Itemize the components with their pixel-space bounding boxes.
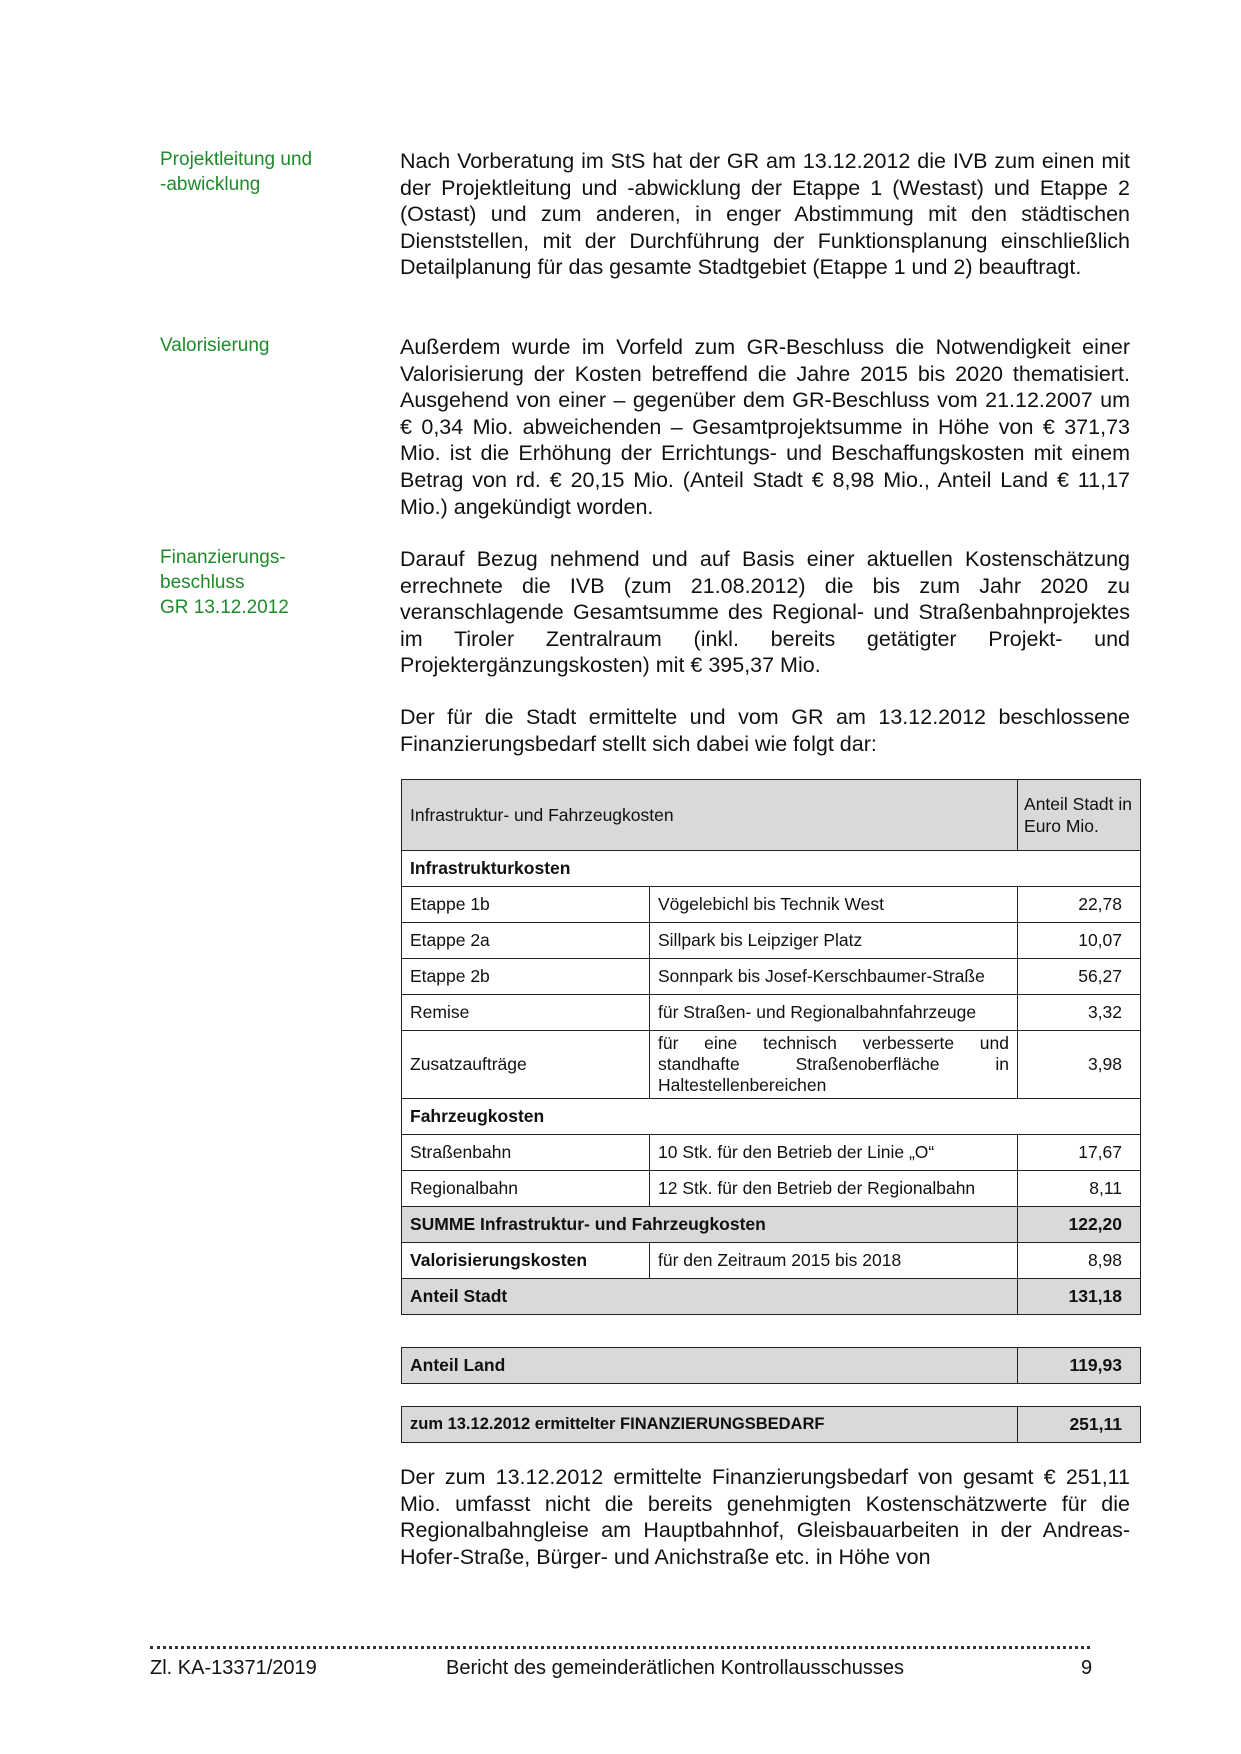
table-header-value-col: Anteil Stadt in Euro Mio.	[1018, 780, 1141, 851]
paragraph-table-intro	[400, 704, 1130, 757]
sum-label: SUMME Infrastruktur- und Fahrzeugkosten	[402, 1207, 1018, 1243]
margin-note-finanzierung	[160, 545, 350, 620]
sum-value: 122,20	[1018, 1207, 1141, 1243]
anteil-stadt-value: 131,18	[1018, 1279, 1141, 1315]
margin-note-line: GR 13.12.2012	[160, 597, 289, 618]
row-value: 3,32	[1018, 995, 1141, 1031]
section-row-vehicle	[402, 1099, 1141, 1135]
paragraph-valorisierung	[400, 334, 1130, 520]
table-row	[402, 1135, 1141, 1171]
margin-note-line: Projektleitung und	[160, 149, 313, 170]
footer-title: Bericht des gemeinderätlichen Kontrollausschusses	[446, 1657, 905, 1679]
paragraph-text: Der zum 13.12.2012 ermittelte Finanzierungsbedarf von gesamt € 251,11 Mio. umfasst nicht die bereits genehmigten Kostenschätzwerte für die Regionalbahngleise am Hauptbahnhof, Gleisbauarbeiten in der Andreas-Hofer-Straße, Bürger- und Anichstraße etc. in Höhe von	[400, 1465, 1130, 1569]
anteil-land-table	[401, 1347, 1140, 1384]
table-row	[402, 995, 1141, 1031]
footer-divider	[150, 1646, 1090, 1649]
anteil-land-label: Anteil Land	[402, 1348, 1018, 1384]
paragraph-finanzierung	[400, 546, 1130, 679]
row-desc: Sillpark bis Leipziger Platz	[650, 923, 1018, 959]
valorisierung-row	[402, 1243, 1141, 1279]
section-label: Infrastrukturkosten	[402, 851, 1141, 887]
row-desc: 12 Stk. für den Betrieb der Regionalbahn	[650, 1171, 1018, 1207]
table-row	[402, 1031, 1141, 1099]
table-header-label: Infrastruktur- und Fahrzeugkosten	[402, 780, 1018, 851]
row-name: Etappe 2a	[402, 923, 650, 959]
row-desc: für den Zeitraum 2015 bis 2018	[650, 1243, 1018, 1279]
section-row-infra	[402, 851, 1141, 887]
section-label: Fahrzeugkosten	[402, 1099, 1141, 1135]
row-desc: Sonnpark bis Josef-Kerschbaumer-Straße	[650, 959, 1018, 995]
row-value: 8,98	[1018, 1243, 1141, 1279]
row-name: Regionalbahn	[402, 1171, 650, 1207]
row-desc: 10 Stk. für den Betrieb der Linie „O“	[650, 1135, 1018, 1171]
row-value: 3,98	[1018, 1031, 1141, 1099]
financing-table	[401, 779, 1140, 1315]
anteil-land-value: 119,93	[1018, 1348, 1141, 1384]
row-desc: für Straßen- und Regionalbahnfahrzeuge	[650, 995, 1018, 1031]
anteil-stadt-row	[402, 1279, 1141, 1315]
margin-note-valorisierung	[160, 333, 350, 358]
page-number: 9	[1081, 1657, 1093, 1679]
anteil-land-row	[402, 1348, 1141, 1384]
table-row	[402, 959, 1141, 995]
row-name: Zusatzaufträge	[402, 1031, 650, 1099]
bedarf-label: zum 13.12.2012 ermittelter FINANZIERUNGSBEDARF	[402, 1407, 1018, 1443]
bedarf-value: 251,11	[1018, 1407, 1141, 1443]
table-row	[402, 887, 1141, 923]
row-name: Remise	[402, 995, 650, 1031]
row-value: 17,67	[1018, 1135, 1141, 1171]
margin-note-line: Valorisierung	[160, 335, 270, 356]
row-name: Etappe 1b	[402, 887, 650, 923]
margin-note-line: beschluss	[160, 572, 245, 593]
row-value: 22,78	[1018, 887, 1141, 923]
bedarf-table	[401, 1406, 1140, 1443]
row-value: 10,07	[1018, 923, 1141, 959]
paragraph-projektleitung	[400, 148, 1130, 281]
footer-reference: Zl. KA-13371/2019	[150, 1657, 317, 1679]
anteil-stadt-label: Anteil Stadt	[402, 1279, 1018, 1315]
paragraph-text: Der für die Stadt ermittelte und vom GR am 13.12.2012 beschlossene Finanzierungsbedarf stellt sich dabei wie folgt dar:	[400, 705, 1130, 756]
table-row	[402, 1171, 1141, 1207]
row-name: Straßenbahn	[402, 1135, 650, 1171]
row-value: 8,11	[1018, 1171, 1141, 1207]
row-name: Etappe 2b	[402, 959, 650, 995]
table-header-row	[402, 780, 1141, 851]
margin-note-line: Finanzierungs-	[160, 547, 286, 568]
margin-note-projektleitung	[160, 147, 350, 197]
row-name: Valorisierungskosten	[402, 1243, 650, 1279]
sum-row	[402, 1207, 1141, 1243]
table-row	[402, 923, 1141, 959]
bedarf-row	[402, 1407, 1141, 1443]
row-value: 56,27	[1018, 959, 1141, 995]
margin-note-line: -abwicklung	[160, 174, 261, 195]
row-desc: für eine technisch verbesserte und standhafte Straßenoberfläche in Haltestellenbereichen	[650, 1031, 1018, 1099]
row-desc: Vögelebichl bis Technik West	[650, 887, 1018, 923]
paragraph-text: Darauf Bezug nehmend und auf Basis einer aktuellen Kostenschätzung errechnete die IVB (zum 21.08.2012) die bis zum Jahr 2020 zu veranschlagende Gesamtsumme des Regional- und Straßenbahnprojektes im Tiroler Zentralraum (inkl. bereits getätigter Projekt- und Projektergänzungskosten) mit € 395,37 Mio.	[400, 547, 1130, 678]
paragraph-text: Nach Vorberatung im StS hat der GR am 13.12.2012 die IVB zum einen mit der Projektleitung und -abwicklung der Etappe 1 (Westast) und Etappe 2 (Ostast) und zum anderen, in enger Abstimmung mit den städtischen Dienststellen, mit der Durchführung der Funktionsplanung einschließlich Detailplanung für das gesamte Stadtgebiet (Etappe 1 und 2) beauftragt.	[400, 149, 1130, 280]
paragraph-after-table	[400, 1464, 1130, 1570]
paragraph-text: Außerdem wurde im Vorfeld zum GR-Beschluss die Notwendigkeit einer Valorisierung der Kosten betreffend die Jahre 2015 bis 2020 thematisiert. Ausgehend von einer – gegenüber dem GR-Beschluss vom 21.12.2007 um € 0,34 Mio. abweichenden – Gesamtprojektsumme in Höhe von € 371,73 Mio. ist die Erhöhung der Errichtungs- und Beschaffungskosten mit einem Betrag von rd. € 20,15 Mio. (Anteil Stadt € 8,98 Mio., Anteil Land € 11,17 Mio.) angekündigt worden.	[400, 335, 1130, 519]
